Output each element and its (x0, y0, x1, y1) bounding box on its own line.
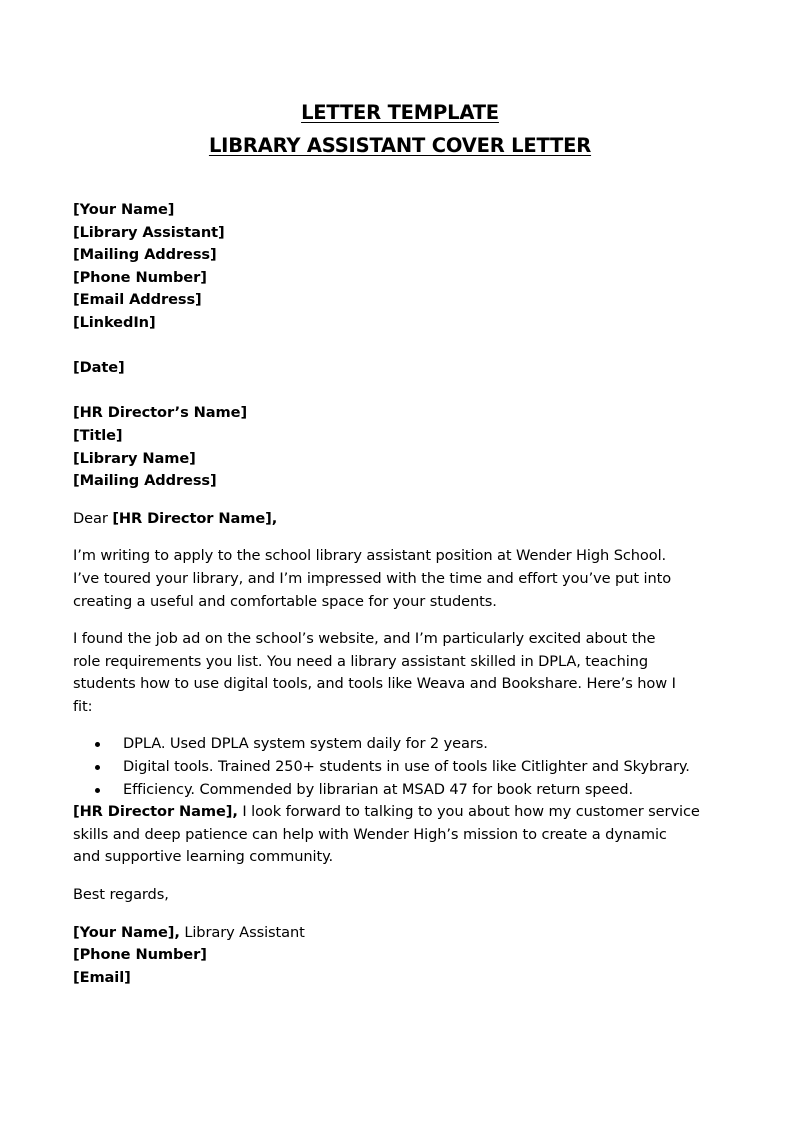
paragraph-closing (73, 801, 733, 869)
letter-body (73, 199, 733, 989)
list-item (73, 733, 733, 756)
recipient-address: [Mailing Address] (73, 472, 217, 490)
recipient-library: [Library Name] (73, 449, 196, 467)
sender-phone: [Phone Number] (73, 268, 207, 286)
list-item-text: Efficiency. Commended by librarian at MSAD 47 for book return speed. (123, 780, 633, 798)
paragraph-intro-line: creating a useful and comfortable space for your students. (73, 592, 497, 610)
sender-linkedin: [LinkedIn] (73, 313, 156, 331)
sender-address: [Mailing Address] (73, 246, 217, 264)
recipient-block (73, 402, 733, 492)
closing-recipient-name: [HR Director Name], (73, 803, 238, 821)
closing-line-2: skills and deep patience can help with Wender High’s mission to create a dynamic (73, 825, 667, 843)
paragraph-intro-line: I’ve toured your library, and I’m impressed with the time and effort you’ve put into (73, 569, 672, 587)
paragraph-requirements-line: I found the job ad on the school’s website, and I’m particularly excited about the (73, 630, 656, 648)
signature-role: Library Assistant (179, 923, 305, 941)
salutation-name: [HR Director Name], (112, 509, 278, 527)
sender-email: [Email Address] (73, 291, 202, 309)
list-item-text: DPLA. Used DPLA system system daily for 2 years. (123, 735, 488, 753)
closing-line-1: I look forward to talking to you about how my customer service (237, 803, 700, 821)
recipient-name: [HR Director’s Name] (73, 404, 248, 422)
signature-block (73, 922, 733, 990)
paragraph-requirements (73, 628, 733, 718)
sender-name: [Your Name] (73, 201, 175, 218)
salutation (73, 508, 733, 531)
paragraph-requirements-line: students how to use digital tools, and tools like Weava and Bookshare. Here’s how I (73, 675, 676, 693)
list-item (73, 756, 733, 779)
salutation-prefix: Dear (73, 509, 113, 527)
paragraph-requirements-line: role requirements you list. You need a library assistant skilled in DPLA, teaching (73, 652, 648, 670)
letter-date: [Date] (73, 359, 125, 377)
title-line-2: LIBRARY ASSISTANT COVER LETTER (208, 134, 592, 157)
signoff: Best regards, (73, 886, 169, 904)
sender-title: [Library Assistant] (73, 223, 225, 241)
list-item (73, 779, 733, 802)
title-line-1: LETTER TEMPLATE (301, 101, 499, 124)
qualification-list (73, 733, 733, 801)
paragraph-intro (73, 545, 733, 613)
list-item-text: Digital tools. Trained 250+ students in use of tools like Citlighter and Skybrary. (123, 758, 690, 776)
signature-name: [Your Name], (73, 923, 180, 941)
paragraph-intro-line: I’m writing to apply to the school library assistant position at Wender High School. (73, 547, 667, 565)
paragraph-requirements-line: fit: (73, 697, 93, 715)
closing-line-3: and supportive learning community. (73, 848, 334, 866)
signature-phone: [Phone Number] (73, 946, 207, 964)
letter-title-block (0, 96, 800, 162)
signature-email: [Email] (73, 968, 131, 986)
sender-block (73, 199, 733, 335)
recipient-title: [Title] (73, 426, 123, 444)
